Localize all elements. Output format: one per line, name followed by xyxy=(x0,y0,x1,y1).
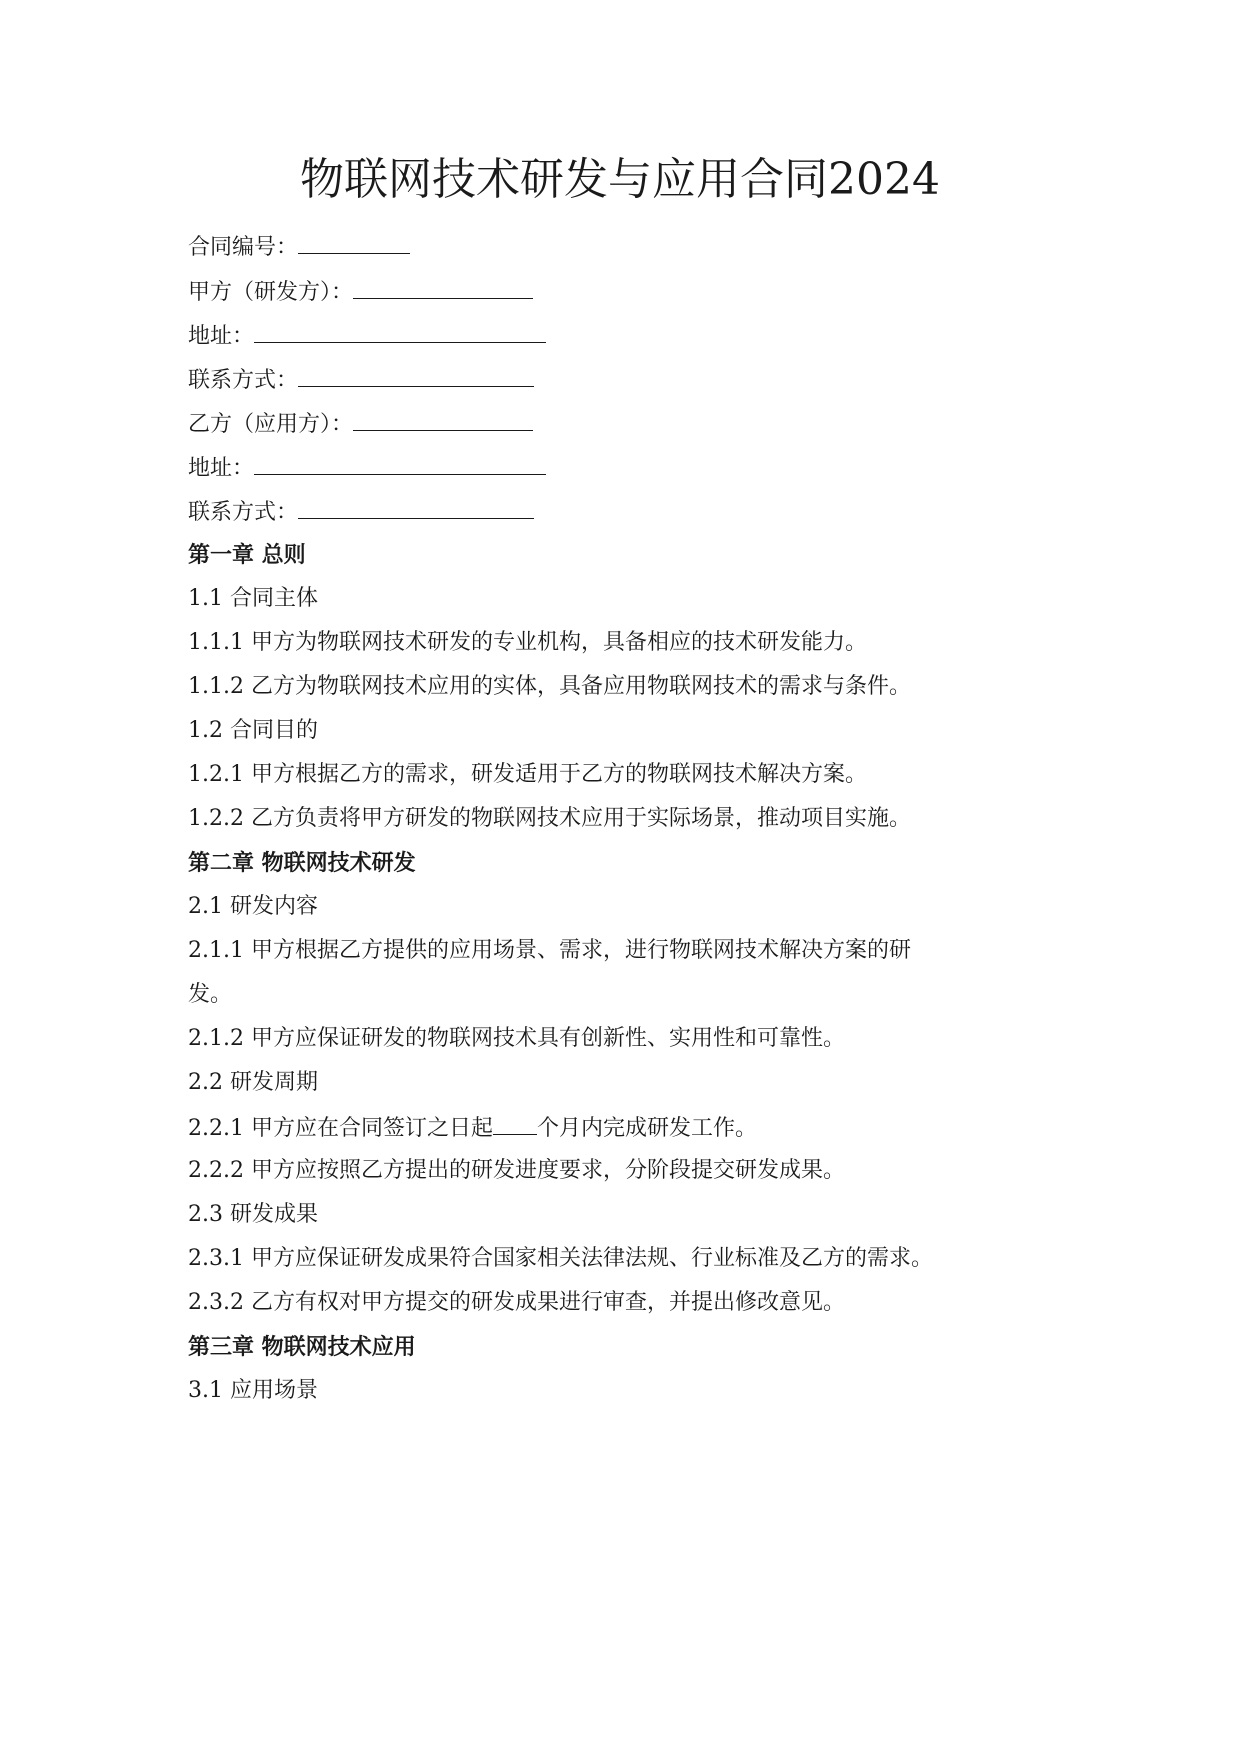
clause-2-1-2: 2.1.2 甲方应保证研发的物联网技术具有创新性、实用性和可靠性。 xyxy=(188,1026,845,1051)
months-blank[interactable] xyxy=(493,1112,537,1135)
contact-a-blank[interactable] xyxy=(298,364,534,387)
clause-2-1-1: 2.1.1 甲方根据乙方提供的应用场景、需求，进行物联网技术解决方案的研 xyxy=(188,938,911,963)
address-a-blank[interactable] xyxy=(254,320,546,343)
section-2-1: 2.1 研发内容 xyxy=(188,894,318,919)
document-title: 物联网技术研发与应用合同2024 xyxy=(300,154,940,205)
section-2-2: 2.2 研发周期 xyxy=(188,1070,318,1095)
clause-2-2-2: 2.2.2 甲方应按照乙方提出的研发进度要求，分阶段提交研发成果。 xyxy=(188,1158,845,1183)
clause-1-2-2: 1.2.2 乙方负责将甲方研发的物联网技术应用于实际场景，推动项目实施。 xyxy=(188,806,911,831)
clause-1-2-1: 1.2.1 甲方根据乙方的需求，研发适用于乙方的物联网技术解决方案。 xyxy=(188,762,867,787)
party-b-line xyxy=(188,408,533,440)
section-2-3: 2.3 研发成果 xyxy=(188,1202,318,1227)
contact-a-line xyxy=(188,364,534,396)
clause-2-2-1-prefix: 2.2.1 甲方应在合同签订之日起 xyxy=(188,1116,493,1141)
contract-number-label: 合同编号： xyxy=(188,235,299,260)
party-b-label: 乙方（应用方）： xyxy=(188,412,354,437)
clause-1-1-2: 1.1.2 乙方为物联网技术应用的实体，具备应用物联网技术的需求与条件。 xyxy=(188,674,911,699)
clause-2-3-1: 2.3.1 甲方应保证研发成果符合国家相关法律法规、行业标准及乙方的需求。 xyxy=(188,1246,933,1271)
address-b-line xyxy=(188,452,546,484)
address-a-line xyxy=(188,320,546,352)
chapter-2-heading: 第二章 物联网技术研发 xyxy=(188,850,416,876)
chapter-1-heading: 第一章 总则 xyxy=(188,542,306,568)
section-1-2: 1.2 合同目的 xyxy=(188,718,318,743)
address-b-label: 地址： xyxy=(188,456,255,481)
clause-2-2-1 xyxy=(188,1112,757,1144)
address-a-label: 地址： xyxy=(188,324,255,349)
chapter-3-heading: 第三章 物联网技术应用 xyxy=(188,1334,416,1360)
clause-2-2-1-suffix: 个月内完成研发工作。 xyxy=(536,1116,757,1141)
party-a-blank[interactable] xyxy=(353,276,533,299)
section-1-1: 1.1 合同主体 xyxy=(188,586,318,611)
contact-b-line xyxy=(188,496,534,528)
contact-a-label: 联系方式： xyxy=(188,368,299,393)
contract-number-line xyxy=(188,231,410,263)
address-b-blank[interactable] xyxy=(254,452,546,475)
clause-1-1-1: 1.1.1 甲方为物联网技术研发的专业机构，具备相应的技术研发能力。 xyxy=(188,630,867,655)
party-a-label: 甲方（研发方）： xyxy=(188,280,354,305)
contact-b-blank[interactable] xyxy=(298,496,534,519)
party-a-line xyxy=(188,276,533,308)
clause-2-3-2: 2.3.2 乙方有权对甲方提交的研发成果进行审查，并提出修改意见。 xyxy=(188,1290,845,1315)
contact-b-label: 联系方式： xyxy=(188,500,299,525)
party-b-blank[interactable] xyxy=(353,408,533,431)
contract-number-blank[interactable] xyxy=(298,231,410,254)
clause-2-1-1-continued: 发。 xyxy=(188,982,233,1007)
section-3-1: 3.1 应用场景 xyxy=(188,1378,318,1403)
